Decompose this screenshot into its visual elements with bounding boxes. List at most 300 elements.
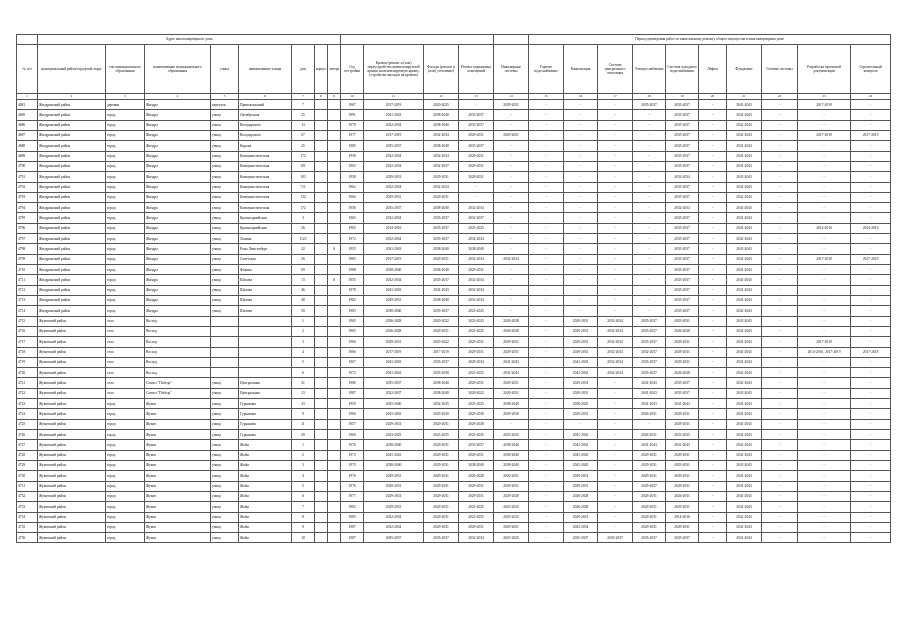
column-header: Год постройки — [341, 45, 364, 94]
column-header: Разработка проектной документации — [798, 45, 851, 94]
table-cell: 1963 — [341, 161, 364, 171]
table-cell: 2035-2037 — [666, 182, 699, 192]
table-cell: 2041-2043 — [666, 399, 699, 409]
table-cell: 4792 — [17, 182, 38, 192]
table-cell: 2029-2031 — [424, 254, 459, 264]
table-cell: - — [851, 502, 891, 512]
table-cell: 2032-2034 — [364, 213, 424, 223]
table-cell: 2029-2031 — [459, 347, 494, 357]
table-cell: Жиздринский район — [38, 130, 106, 140]
table-cell: улица — [211, 533, 239, 543]
table-cell: - — [762, 100, 798, 110]
table-cell: 2017-2019 — [798, 100, 851, 110]
table-row — [17, 172, 891, 182]
table-row — [17, 120, 891, 130]
table-cell: 2035-2037 — [633, 326, 666, 336]
table-cell: - — [798, 388, 851, 398]
table-cell — [328, 234, 341, 244]
table-cell: Центральная — [239, 378, 292, 388]
table-cell: 2029-2031 — [564, 378, 598, 388]
table-cell: - — [798, 244, 851, 254]
table-cell: 1987 — [341, 388, 364, 398]
table-cell — [328, 203, 341, 213]
table-cell — [328, 502, 341, 512]
table-cell: Жуковский район — [38, 368, 106, 378]
table-cell: 1976 — [341, 481, 364, 491]
table-cell: - — [851, 440, 891, 450]
table-cell: 6 — [292, 491, 315, 501]
table-cell: Жиздра — [145, 295, 211, 305]
table-cell: 2041-2043 — [727, 460, 762, 470]
table-cell: - — [598, 450, 633, 460]
table-cell: 2041-2043 — [727, 141, 762, 151]
table-cell: - — [798, 399, 851, 409]
table-cell: 2035-2037 — [666, 213, 699, 223]
table-cell: 2 — [292, 450, 315, 460]
table-cell: 2029-2031 — [364, 491, 424, 501]
table-cell: 2038-2040 — [494, 450, 529, 460]
table-cell: 1955 — [341, 275, 364, 285]
table-cell: - — [798, 522, 851, 532]
table-cell — [315, 409, 328, 419]
table-cell: - — [699, 120, 727, 130]
table-cell: - — [798, 502, 851, 512]
table-cell: - — [633, 275, 666, 285]
table-cell: Жиздринский район — [38, 285, 106, 295]
table-cell — [211, 326, 239, 336]
table-cell: 2026-2028 — [666, 326, 699, 336]
table-cell: 2023-2025 — [494, 512, 529, 522]
table-cell — [315, 316, 328, 326]
table-cell: улица — [211, 234, 239, 244]
table-cell: - — [798, 471, 851, 481]
table-cell: 2035-2037 — [364, 203, 424, 213]
table-cell: - — [529, 213, 564, 223]
table-cell: город — [106, 533, 145, 543]
table-cell: 2029-2031 — [494, 347, 529, 357]
table-cell: 2029-2031 — [633, 471, 666, 481]
table-cell: 4799 — [17, 254, 38, 264]
table-cell: 2026-2031 — [633, 491, 666, 501]
table-cell: Коммунистическая — [239, 192, 292, 202]
table-cell: 2032-2034 — [494, 254, 529, 264]
table-cell: 1973 — [341, 450, 364, 460]
column-number: 7 — [292, 94, 315, 100]
table-cell: 2029-2031 — [424, 460, 459, 470]
table-cell: 3 — [292, 460, 315, 470]
table-cell: 2029-2031 — [666, 502, 699, 512]
table-cell: 2041-2043 — [727, 295, 762, 305]
table-cell: - — [529, 326, 564, 336]
table-cell: 2023-2025 — [459, 430, 494, 440]
table-cell: 13 — [292, 120, 315, 130]
table-cell: - — [851, 316, 891, 326]
table-cell: - — [851, 378, 891, 388]
table-cell: - — [598, 161, 633, 171]
table-cell: - — [699, 326, 727, 336]
table-cell: - — [851, 306, 891, 316]
table-cell: 2023-2025 — [364, 430, 424, 440]
table-cell: - — [494, 275, 529, 285]
column-header: Инженерные системы — [494, 45, 529, 94]
table-cell: Жабы — [239, 533, 292, 543]
table-cell: Ленина — [239, 234, 292, 244]
table-cell: 2029-2031 — [666, 471, 699, 481]
table-cell: 2029-2031 — [494, 337, 529, 347]
table-cell: 2035-2037 — [424, 234, 459, 244]
table-cell: 1966 — [341, 409, 364, 419]
table-cell: Жиздра — [145, 182, 211, 192]
table-cell: 1958 — [341, 172, 364, 182]
table-row — [17, 399, 891, 409]
table-cell: 2020-2031 — [494, 471, 529, 481]
table-cell: - — [564, 234, 598, 244]
table-row — [17, 110, 891, 120]
table-cell: 2041-2043 — [727, 533, 762, 543]
table-cell: 2041-2043 — [364, 368, 424, 378]
table-cell — [315, 502, 328, 512]
table-cell: 2035-2037 — [424, 223, 459, 233]
table-cell — [328, 378, 341, 388]
table-cell: 2041-2043 — [564, 450, 598, 460]
table-cell: 4793 — [17, 192, 38, 202]
table-cell: 2029-2031 — [564, 316, 598, 326]
table-cell: 2029-2031 — [666, 460, 699, 470]
table-cell: 2023-2025 — [459, 502, 494, 512]
table-cell: 2029-2031 — [424, 512, 459, 522]
table-cell: - — [564, 306, 598, 316]
table-cell: - — [762, 203, 798, 213]
table-cell: - — [798, 275, 851, 285]
table-cell: Красноармейская — [239, 213, 292, 223]
column-number: 14 — [494, 94, 529, 100]
table-cell: город — [106, 234, 145, 244]
table-cell: Кирова — [239, 141, 292, 151]
column-header: Лифты — [699, 45, 727, 94]
table-cell: - — [699, 316, 727, 326]
table-cell: город — [106, 460, 145, 470]
table-cell: Жиздринский район — [38, 234, 106, 244]
table-cell — [315, 151, 328, 161]
table-cell: 46 — [292, 285, 315, 295]
table-cell: 2017-2019 — [364, 100, 424, 110]
table-cell: - — [762, 399, 798, 409]
table-cell: 2014-2016 — [798, 223, 851, 233]
table-cell: 2032-2037 — [633, 347, 666, 357]
table-cell: село — [106, 388, 145, 398]
table-cell — [315, 161, 328, 171]
table-cell: Жуков — [145, 512, 211, 522]
table-cell: - — [598, 306, 633, 316]
table-cell: - — [762, 244, 798, 254]
table-cell: 2038-2040 — [424, 110, 459, 120]
table-cell: - — [598, 378, 633, 388]
table-cell: - — [494, 295, 529, 305]
table-cell: Жуковский район — [38, 347, 106, 357]
table-cell: - — [529, 533, 564, 543]
table-cell: - — [633, 244, 666, 254]
table-cell — [328, 460, 341, 470]
table-cell: 2038-2040 — [424, 120, 459, 130]
column-header: Система холодного водоснабжения — [666, 45, 699, 94]
table-cell: - — [798, 110, 851, 120]
table-row — [17, 151, 891, 161]
table-cell: - — [598, 265, 633, 275]
table-cell: - — [798, 409, 851, 419]
table-cell: Жиздринский район — [38, 275, 106, 285]
table-cell: 2029-2031 — [364, 471, 424, 481]
table-cell: Жуковский район — [38, 512, 106, 522]
table-cell — [328, 533, 341, 543]
table-cell: 4798 — [17, 244, 38, 254]
table-cell: - — [633, 192, 666, 202]
table-row — [17, 491, 891, 501]
table-cell: - — [798, 419, 851, 429]
table-cell: Жиздринский район — [38, 306, 106, 316]
column-number: 8 — [315, 94, 328, 100]
table-cell: 69 — [292, 265, 315, 275]
table-cell: Жиздринский район — [38, 161, 106, 171]
table-cell: 2023-2025 — [459, 223, 494, 233]
table-cell: - — [699, 265, 727, 275]
table-cell: - — [529, 306, 564, 316]
table-cell: Жуковский район — [38, 491, 106, 501]
table-cell: 2029-2031 — [633, 522, 666, 532]
table-cell: 2029-2037 — [633, 481, 666, 491]
table-cell: Жиздра — [145, 141, 211, 151]
table-cell: улица — [211, 522, 239, 532]
table-cell: - — [564, 110, 598, 120]
column-header: Электроснабжение — [633, 45, 666, 94]
table-cell: 2035-2037 — [666, 100, 699, 110]
table-cell: - — [494, 419, 529, 429]
table-row — [17, 295, 891, 305]
table-cell: Жуковский район — [38, 440, 106, 450]
table-cell: 2029-2031 — [364, 419, 424, 429]
table-cell: Жиздра — [145, 223, 211, 233]
table-cell: 25 — [292, 110, 315, 120]
table-cell: 2041-2043 — [727, 368, 762, 378]
table-cell: 2029-2031 — [459, 151, 494, 161]
table-cell: город — [106, 254, 145, 264]
table-cell: 2041-2043 — [727, 522, 762, 532]
table-cell: Жуков — [145, 481, 211, 491]
table-cell: - — [762, 316, 798, 326]
table-cell — [315, 254, 328, 264]
column-header: Фундамент — [727, 45, 762, 94]
table-cell: 2026-2028 — [666, 368, 699, 378]
table-cell: - — [699, 399, 727, 409]
table-cell: 2032-2034 — [598, 347, 633, 357]
table-cell: - — [699, 378, 727, 388]
table-cell: Советская — [239, 254, 292, 264]
table-cell: - — [529, 512, 564, 522]
table-cell: 13 — [292, 275, 315, 285]
table-cell: - — [564, 172, 598, 182]
table-cell — [239, 337, 292, 347]
table-cell: город — [106, 440, 145, 450]
table-cell: 2017-2019 — [798, 337, 851, 347]
table-cell: 4797 — [17, 234, 38, 244]
table-cell: 2035-2037 — [666, 161, 699, 171]
column-header: № п/п — [17, 45, 38, 94]
table-cell: - — [699, 368, 727, 378]
table-cell: - — [762, 491, 798, 501]
table-cell: - — [798, 234, 851, 244]
table-cell: 2017-2019 — [364, 254, 424, 264]
table-cell: 2041-2043 — [727, 357, 762, 367]
table-cell — [328, 337, 341, 347]
table-cell — [315, 110, 328, 120]
table-cell: 2014-2016 — [666, 512, 699, 522]
table-cell — [315, 265, 328, 275]
table-cell: улица — [211, 161, 239, 171]
table-cell — [315, 471, 328, 481]
table-row — [17, 141, 891, 151]
table-cell: А — [328, 275, 341, 285]
table-cell — [328, 316, 341, 326]
table-cell: 2029-2031 — [459, 161, 494, 171]
table-cell — [328, 110, 341, 120]
table-cell: - — [529, 141, 564, 151]
table-cell: 4711 — [17, 275, 38, 285]
table-cell: Жиздра — [145, 285, 211, 295]
table-cell — [315, 347, 328, 357]
table-cell: 4728 — [17, 450, 38, 460]
table-cell — [328, 399, 341, 409]
table-cell: 2041-2043 — [727, 316, 762, 326]
table-cell: 4722 — [17, 388, 38, 398]
table-cell: 7 — [292, 502, 315, 512]
table-cell: - — [798, 326, 851, 336]
table-cell: - — [762, 306, 798, 316]
table-cell: - — [633, 151, 666, 161]
table-cell: Коммунистическая — [239, 203, 292, 213]
table-cell: Жабы — [239, 460, 292, 470]
table-cell — [328, 512, 341, 522]
table-cell: - — [699, 357, 727, 367]
table-cell: 132 — [292, 192, 315, 202]
table-cell: 2035-2037 — [424, 213, 459, 223]
table-cell: - — [529, 399, 564, 409]
table-cell: - — [851, 337, 891, 347]
table-cell: 1960 — [341, 430, 364, 440]
table-cell: 1976 — [341, 440, 364, 450]
table-cell: город — [106, 522, 145, 532]
table-cell: 5 — [292, 481, 315, 491]
table-cell: 4790 — [17, 161, 38, 171]
table-cell: - — [699, 100, 727, 110]
table-cell: Жиздринский район — [38, 182, 106, 192]
column-header: наименование муниципального образования — [145, 45, 211, 94]
table-cell: 2017-2019 — [851, 254, 891, 264]
table-cell: - — [851, 491, 891, 501]
table-cell: Шахова — [239, 275, 292, 285]
table-cell: 7 — [292, 100, 315, 110]
table-cell: Жуковский район — [38, 502, 106, 512]
table-cell — [328, 254, 341, 264]
table-cell: - — [699, 533, 727, 543]
table-cell: 2029-2031 — [459, 522, 494, 532]
table-cell: 2032-2034 — [564, 522, 598, 532]
capital-repair-table-sheet — [16, 34, 889, 543]
table-cell: - — [529, 120, 564, 130]
table-cell: 2029-2034 — [459, 357, 494, 367]
table-cell: - — [598, 130, 633, 140]
column-number: 13 — [459, 94, 494, 100]
table-cell — [315, 481, 328, 491]
table-cell: - — [798, 450, 851, 460]
table-cell: 2041-2043 — [727, 234, 762, 244]
table-cell: - — [851, 450, 891, 460]
table-cell: 2041-2043 — [727, 254, 762, 264]
table-cell: 2041-2043 — [727, 130, 762, 140]
table-cell: - — [633, 234, 666, 244]
table-cell: - — [762, 481, 798, 491]
table-cell: - — [633, 172, 666, 182]
table-cell: - — [762, 151, 798, 161]
table-cell: - — [529, 357, 564, 367]
table-cell: 2041-2043 — [364, 357, 424, 367]
column-header: тип муниципального образования — [106, 45, 145, 94]
column-number: 4 — [145, 94, 211, 100]
table-cell: - — [598, 419, 633, 429]
header-spacer — [341, 35, 494, 45]
table-cell: 2038-2040 — [494, 460, 529, 470]
table-cell — [328, 326, 341, 336]
table-cell: 2041-2043 — [727, 337, 762, 347]
table-cell: Жуков — [145, 533, 211, 543]
table-cell: - — [851, 368, 891, 378]
table-cell: 1957 — [341, 419, 364, 429]
table-cell: 4729 — [17, 460, 38, 470]
table-cell: Восход — [145, 337, 211, 347]
table-cell: 1965 — [341, 223, 364, 233]
table-cell: - — [762, 172, 798, 182]
table-row — [17, 460, 891, 470]
table-cell: 2029-2031 — [633, 512, 666, 522]
table-cell: - — [598, 223, 633, 233]
table-cell: 2032-2034 — [598, 368, 633, 378]
table-row — [17, 265, 891, 275]
table-cell: 2023-2025 — [459, 399, 494, 409]
table-cell: 2041-2043 — [727, 285, 762, 295]
table-cell: 2038-2040 — [494, 399, 529, 409]
table-cell: - — [762, 419, 798, 429]
table-cell: 2038-2040 — [364, 460, 424, 470]
table-cell: 4718 — [17, 347, 38, 357]
table-cell: - — [529, 440, 564, 450]
table-cell: - — [699, 141, 727, 151]
table-cell: Жиздра — [145, 151, 211, 161]
column-number: 24 — [851, 94, 891, 100]
table-cell: город — [106, 203, 145, 213]
table-cell: Жабы — [239, 491, 292, 501]
table-cell: - — [494, 192, 529, 202]
table-cell — [328, 306, 341, 316]
table-cell: Жиздра — [145, 234, 211, 244]
column-number: 21 — [727, 94, 762, 100]
table-cell — [315, 460, 328, 470]
table-cell: 2035-2037 — [633, 100, 666, 110]
table-cell: Жуковский район — [38, 419, 106, 429]
table-cell: 2035-2037 — [666, 223, 699, 233]
table-cell — [239, 326, 292, 336]
table-cell: - — [762, 388, 798, 398]
table-cell: 67 — [292, 130, 315, 140]
table-row — [17, 533, 891, 543]
table-cell: - — [564, 192, 598, 202]
